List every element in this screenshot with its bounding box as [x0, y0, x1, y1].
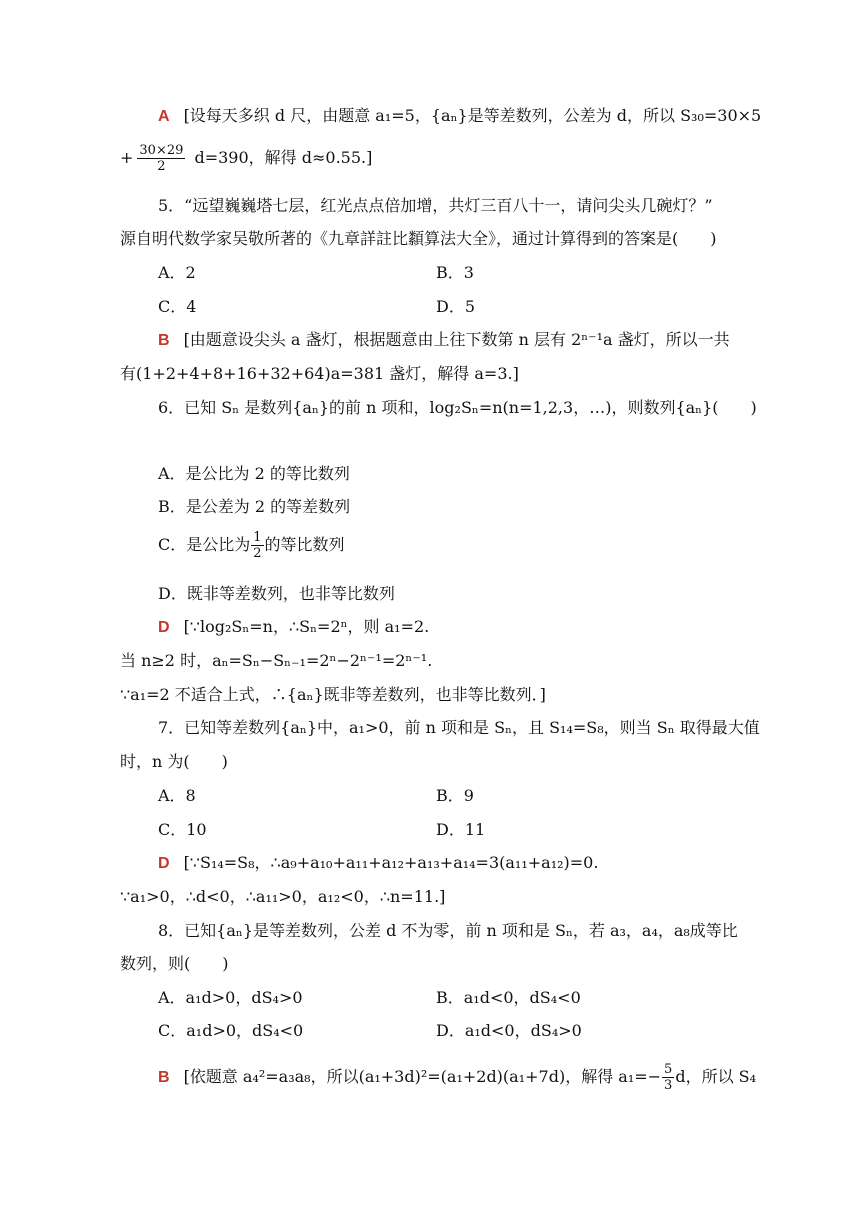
q7-solution-text1: [∵S₁₄=S₈，∴a₉+a₁₀+a₁₁+a₁₂+a₁₃+a₁₄=3(a₁₁+a₁₂)=0.: [183, 853, 599, 872]
q8-frac-den: 3: [664, 1078, 673, 1093]
q4-frac-num: 30×29: [139, 143, 184, 158]
q7-option-b: B．9: [436, 786, 474, 805]
q8-option-b: B．a₁d<0，dS₄<0: [436, 988, 581, 1007]
q5-solution-text1: [由题意设尖头 a 盏灯，根据题意由上往下数第 n 层有 2ⁿ⁻¹a 盏灯，所以一共: [183, 330, 730, 349]
q5-answer-letter: B: [158, 332, 170, 349]
q4-solution-text1: [设每天多织 d 尺，由题意 a₁=5，{aₙ}是等差数列，公差为 d，所以 S₃₀=30×5: [183, 106, 762, 125]
q8-option-d: D．a₁d<0，dS₄>0: [436, 1021, 582, 1040]
q5-solution-line2: 有(1+2+4+8+16+32+64)a=381 盏灯，解得 a=3.]: [120, 364, 519, 383]
q5-options-row2: [158, 295, 760, 319]
q8-solution-suffix: d，所以 S₄: [675, 1067, 757, 1086]
q6-solution-line2: 当 n≥2 时，aₙ=Sₙ−Sₙ₋₁=2ⁿ−2ⁿ⁻¹=2ⁿ⁻¹.: [120, 651, 433, 670]
q7-solution-line1: [158, 851, 760, 876]
q6-option-c: [158, 530, 760, 561]
q5-solution-line1: [158, 328, 760, 353]
q6-option-c-prefix: C．是公比为: [158, 535, 251, 554]
q7-options-row1: [158, 784, 760, 808]
q6-option-d: D．既非等差数列，也非等比数列: [158, 584, 395, 603]
q5-option-c: C．4: [158, 297, 197, 316]
q6-option-c-fraction: [251, 530, 263, 561]
q5-options-row1: [158, 261, 760, 285]
q6-answer-letter: D: [158, 619, 170, 636]
q7-stem-line2: 时，n 为( ): [120, 752, 228, 771]
q6-solution-line3: ∵a₁=2 不适合上式，∴{aₙ}既非等差数列，也非等比数列．]: [120, 685, 546, 704]
q7-answer-letter: D: [158, 855, 170, 872]
q5-option-a: A．2: [158, 263, 196, 282]
q7-option-a: A．8: [158, 786, 196, 805]
q4-solution-text2: d=390，解得 d≈0.55.]: [189, 148, 373, 167]
q4-frac-den: 2: [157, 159, 166, 174]
q6-stem: 6．已知 Sₙ 是数列{aₙ}的前 n 项和，log₂Sₙ=n(n=1,2,3，…)，则数列{aₙ}( ): [158, 398, 757, 417]
q7-options-row2: [158, 818, 760, 842]
q6-solution-text1: [∵log₂Sₙ=n，∴Sₙ=2ⁿ，则 a₁=2.: [183, 617, 430, 636]
q8-solution-prefix: [依题意 a₄²=a₃a₈，所以(a₁+3d)²=(a₁+2d)(a₁+7d)，解得 a₁=−: [183, 1067, 662, 1086]
q7-option-d: D．11: [436, 820, 486, 839]
q4-solution-line2: [120, 143, 760, 174]
q5-stem-line2: 源自明代数学家吴敬所著的《九章詳註比纇算法大全》，通过计算得到的答案是( ): [120, 229, 717, 248]
q6-option-a: A．是公比为 2 的等比数列: [158, 464, 350, 483]
q8-option-c: C．a₁d>0，dS₄<0: [158, 1021, 304, 1040]
q7-stem-line1: 7．已知等差数列{aₙ}中，a₁>0，前 n 项和是 Sₙ，且 S₁₄=S₈，则当 Sₙ 取得最大值: [158, 718, 760, 737]
q8-fraction: [662, 1062, 674, 1093]
q8-solution-line1: [158, 1062, 760, 1093]
q7-option-c: C．10: [158, 820, 207, 839]
q6-option-c-suffix: 的等比数列: [264, 535, 345, 554]
q8-stem-line2: 数列，则( ): [120, 954, 229, 973]
q4-plus: +: [120, 148, 134, 167]
q5-stem-line1: 5．“远望巍巍塔七层，红光点点倍加增，共灯三百八十一，请问尖头几碗灯？”: [158, 196, 713, 215]
q6-frac-num: 1: [253, 530, 262, 545]
q6-option-b: B．是公差为 2 的等差数列: [158, 497, 351, 516]
q8-options-row2: [158, 1019, 760, 1043]
q4-solution-line1: [158, 104, 760, 129]
q6-solution-line1: [158, 615, 760, 640]
q5-option-d: D．5: [436, 297, 476, 316]
q8-option-a: A．a₁d>0，dS₄>0: [158, 988, 303, 1007]
q8-frac-num: 5: [664, 1062, 673, 1077]
q8-options-row1: [158, 986, 760, 1010]
q7-solution-line2: ∵a₁>0，∴d<0，∴a₁₁>0，a₁₂<0，∴n=11.]: [120, 887, 446, 906]
q4-fraction: [137, 143, 185, 174]
q5-option-b: B．3: [436, 263, 474, 282]
q8-answer-letter: B: [158, 1069, 170, 1086]
q6-frac-den: 2: [253, 546, 262, 561]
q8-stem-line1: 8．已知{aₙ}是等差数列，公差 d 不为零，前 n 项和是 Sₙ，若 a₃，a₄，a₈成等比: [158, 921, 738, 940]
q4-answer-letter: A: [158, 108, 170, 125]
